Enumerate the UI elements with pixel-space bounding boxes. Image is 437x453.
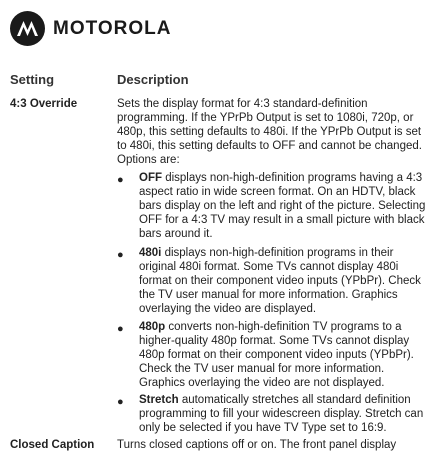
option-term: OFF (139, 172, 162, 184)
option-text: converts non-high-definition TV programs to a higher-quality 480p format. Some TVs cannot display 480p format on their component video inputs (YPbPr). Check the TV user manual for more information. Graphics overlaying the video are not displayed. (139, 321, 414, 389)
header-setting: Setting (10, 72, 55, 87)
brand-header (10, 11, 171, 46)
option-stretch (139, 394, 433, 436)
option-text: displays non-high-definition programs having a 4:3 aspect ratio in wide screen format. On an HDTV, black bars display on the left and right of the picture. Selecting OFF for a 4:3 TV may result in a small picture with black bars around it. (139, 172, 426, 240)
bullet-icon: ● (117, 174, 124, 186)
motorola-logo-icon (10, 11, 45, 46)
bullet-icon: ● (117, 396, 124, 408)
bullet-icon: ● (117, 323, 124, 335)
option-480i (139, 247, 433, 317)
option-text: displays non-high-definition programs in their original 480i format. Some TVs cannot display 480i format on their component video inputs (YPbPr). Check the TV user manual for more information. Graphics overlaying the video are displayed. (139, 247, 421, 315)
option-term: 480p (139, 321, 166, 333)
header-description: Description (117, 72, 189, 87)
bullet-icon: ● (117, 249, 124, 261)
setting-4-3-override: 4:3 Override (10, 98, 78, 110)
description-4-3-override: Sets the display format for 4:3 standard-definition programming. If the YPrPb Output is set to 1080i, 720p, or 480p, this setting defaults to 480i. If the YPrPb Output is set to 480i, this setting defaults to OFF and cannot be changed. Options are: (117, 98, 422, 166)
option-term: Stretch (139, 394, 179, 406)
option-text: automatically stretches all standard definition programming to fill your widescreen display. Stretch can only be selected if you have TV Type set to 16:9. (139, 394, 424, 434)
setting-closed-caption: Closed Caption (10, 439, 95, 451)
description-closed-caption: Turns closed captions off or on. The front panel display (117, 439, 397, 451)
option-off (139, 172, 433, 242)
brand-name: MOTOROLA (53, 17, 172, 39)
option-term: 480i (139, 247, 162, 259)
option-480p (139, 321, 433, 391)
